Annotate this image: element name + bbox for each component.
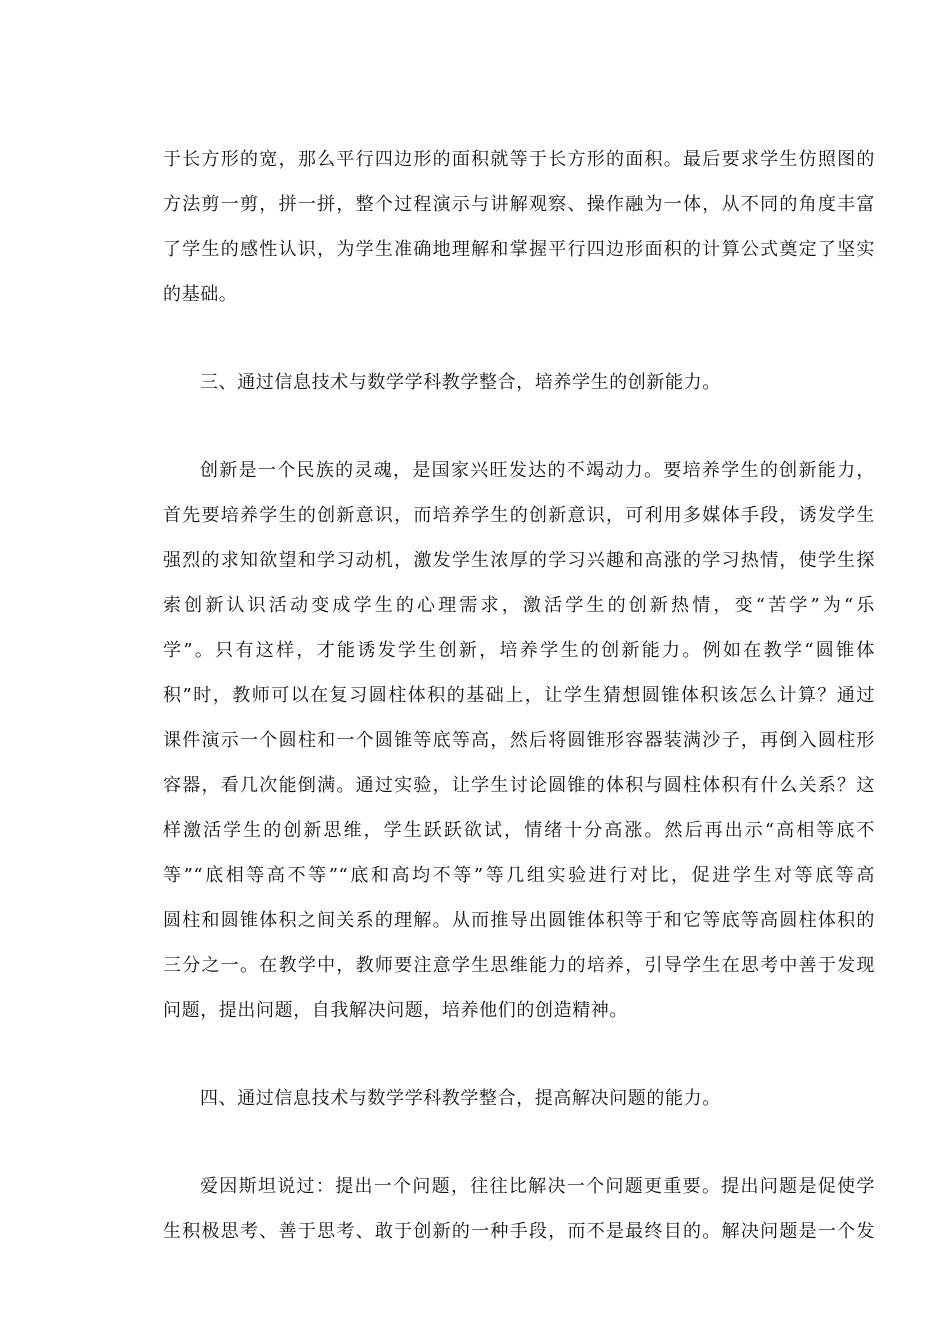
paragraph-line: 于长方形的宽，那么平行四边形的面积就等于长方形的面积。最后要求学生仿照图的 <box>163 149 875 170</box>
paragraph-line: 样激活学生的创新思维，学生跃跃欲试，情绪十分高涨。然后再出示“高相等底不 <box>163 820 875 841</box>
paragraph-line: 创新是一个民族的灵魂，是国家兴旺发达的不竭动力。要培养学生的创新能力， <box>200 460 875 481</box>
paragraph-line: 圆柱和圆锥体积之间关系的理解。从而推导出圆锥体积等于和它等底等高圆柱体积的 <box>163 910 875 931</box>
section-heading-4: 四、通过信息技术与数学学科教学整合，提高解决问题的能力。 <box>200 1088 721 1109</box>
paragraph-line: 强烈的求知欲望和学习动机，激发学生浓厚的学习兴趣和高涨的学习热情，使学生探 <box>163 550 875 571</box>
section-heading-3: 三、通过信息技术与数学学科教学整合，培养学生的创新能力。 <box>200 372 721 393</box>
paragraph-line: 生积极思考、善于思考、敢于创新的一种手段，而不是最终目的。解决问题是一个发 <box>163 1221 875 1242</box>
paragraph-line: 爱因斯坦说过：提出一个问题，往往比解决一个问题更重要。提出问题是促使学 <box>200 1176 875 1197</box>
paragraph-line: 问题，提出问题，自我解决问题，培养他们的创造精神。 <box>163 1000 628 1021</box>
paragraph-line: 方法剪一剪，拼一拼，整个过程演示与讲解观察、操作融为一体，从不同的角度丰富 <box>163 194 875 215</box>
paragraph-line: 首先要培养学生的创新意识，而培养学生的创新意识，可利用多媒体手段，诱发学生 <box>163 505 875 526</box>
paragraph-line: 学”。只有这样，才能诱发学生创新，培养学生的创新能力。例如在教学“圆锥体 <box>163 640 875 661</box>
paragraph-line: 了学生的感性认识，为学生准确地理解和掌握平行四边形面积的计算公式奠定了坚实 <box>163 239 875 260</box>
paragraph-line: 容器，看几次能倒满。通过实验，让学生讨论圆锥的体积与圆柱体积有什么关系？这 <box>163 775 875 796</box>
paragraph-line: 索创新认识活动变成学生的心理需求，激活学生的创新热情，变“苦学”为“乐 <box>163 595 875 616</box>
paragraph-line: 三分之一。在教学中，教师要注意学生思维能力的培养，引导学生在思考中善于发现 <box>163 955 875 976</box>
paragraph-line: 课件演示一个圆柱和一个圆锥等底等高，然后将圆锥形容器装满沙子，再倒入圆柱形 <box>163 730 875 751</box>
paragraph-line: 积”时，教师可以在复习圆柱体积的基础上，让学生猜想圆锥体积该怎么计算？通过 <box>163 685 875 706</box>
paragraph-line: 等”“底相等高不等”“底和高均不等”等几组实验进行对比，促进学生对等底等高 <box>163 865 875 886</box>
paragraph-line: 的基础。 <box>163 284 238 305</box>
